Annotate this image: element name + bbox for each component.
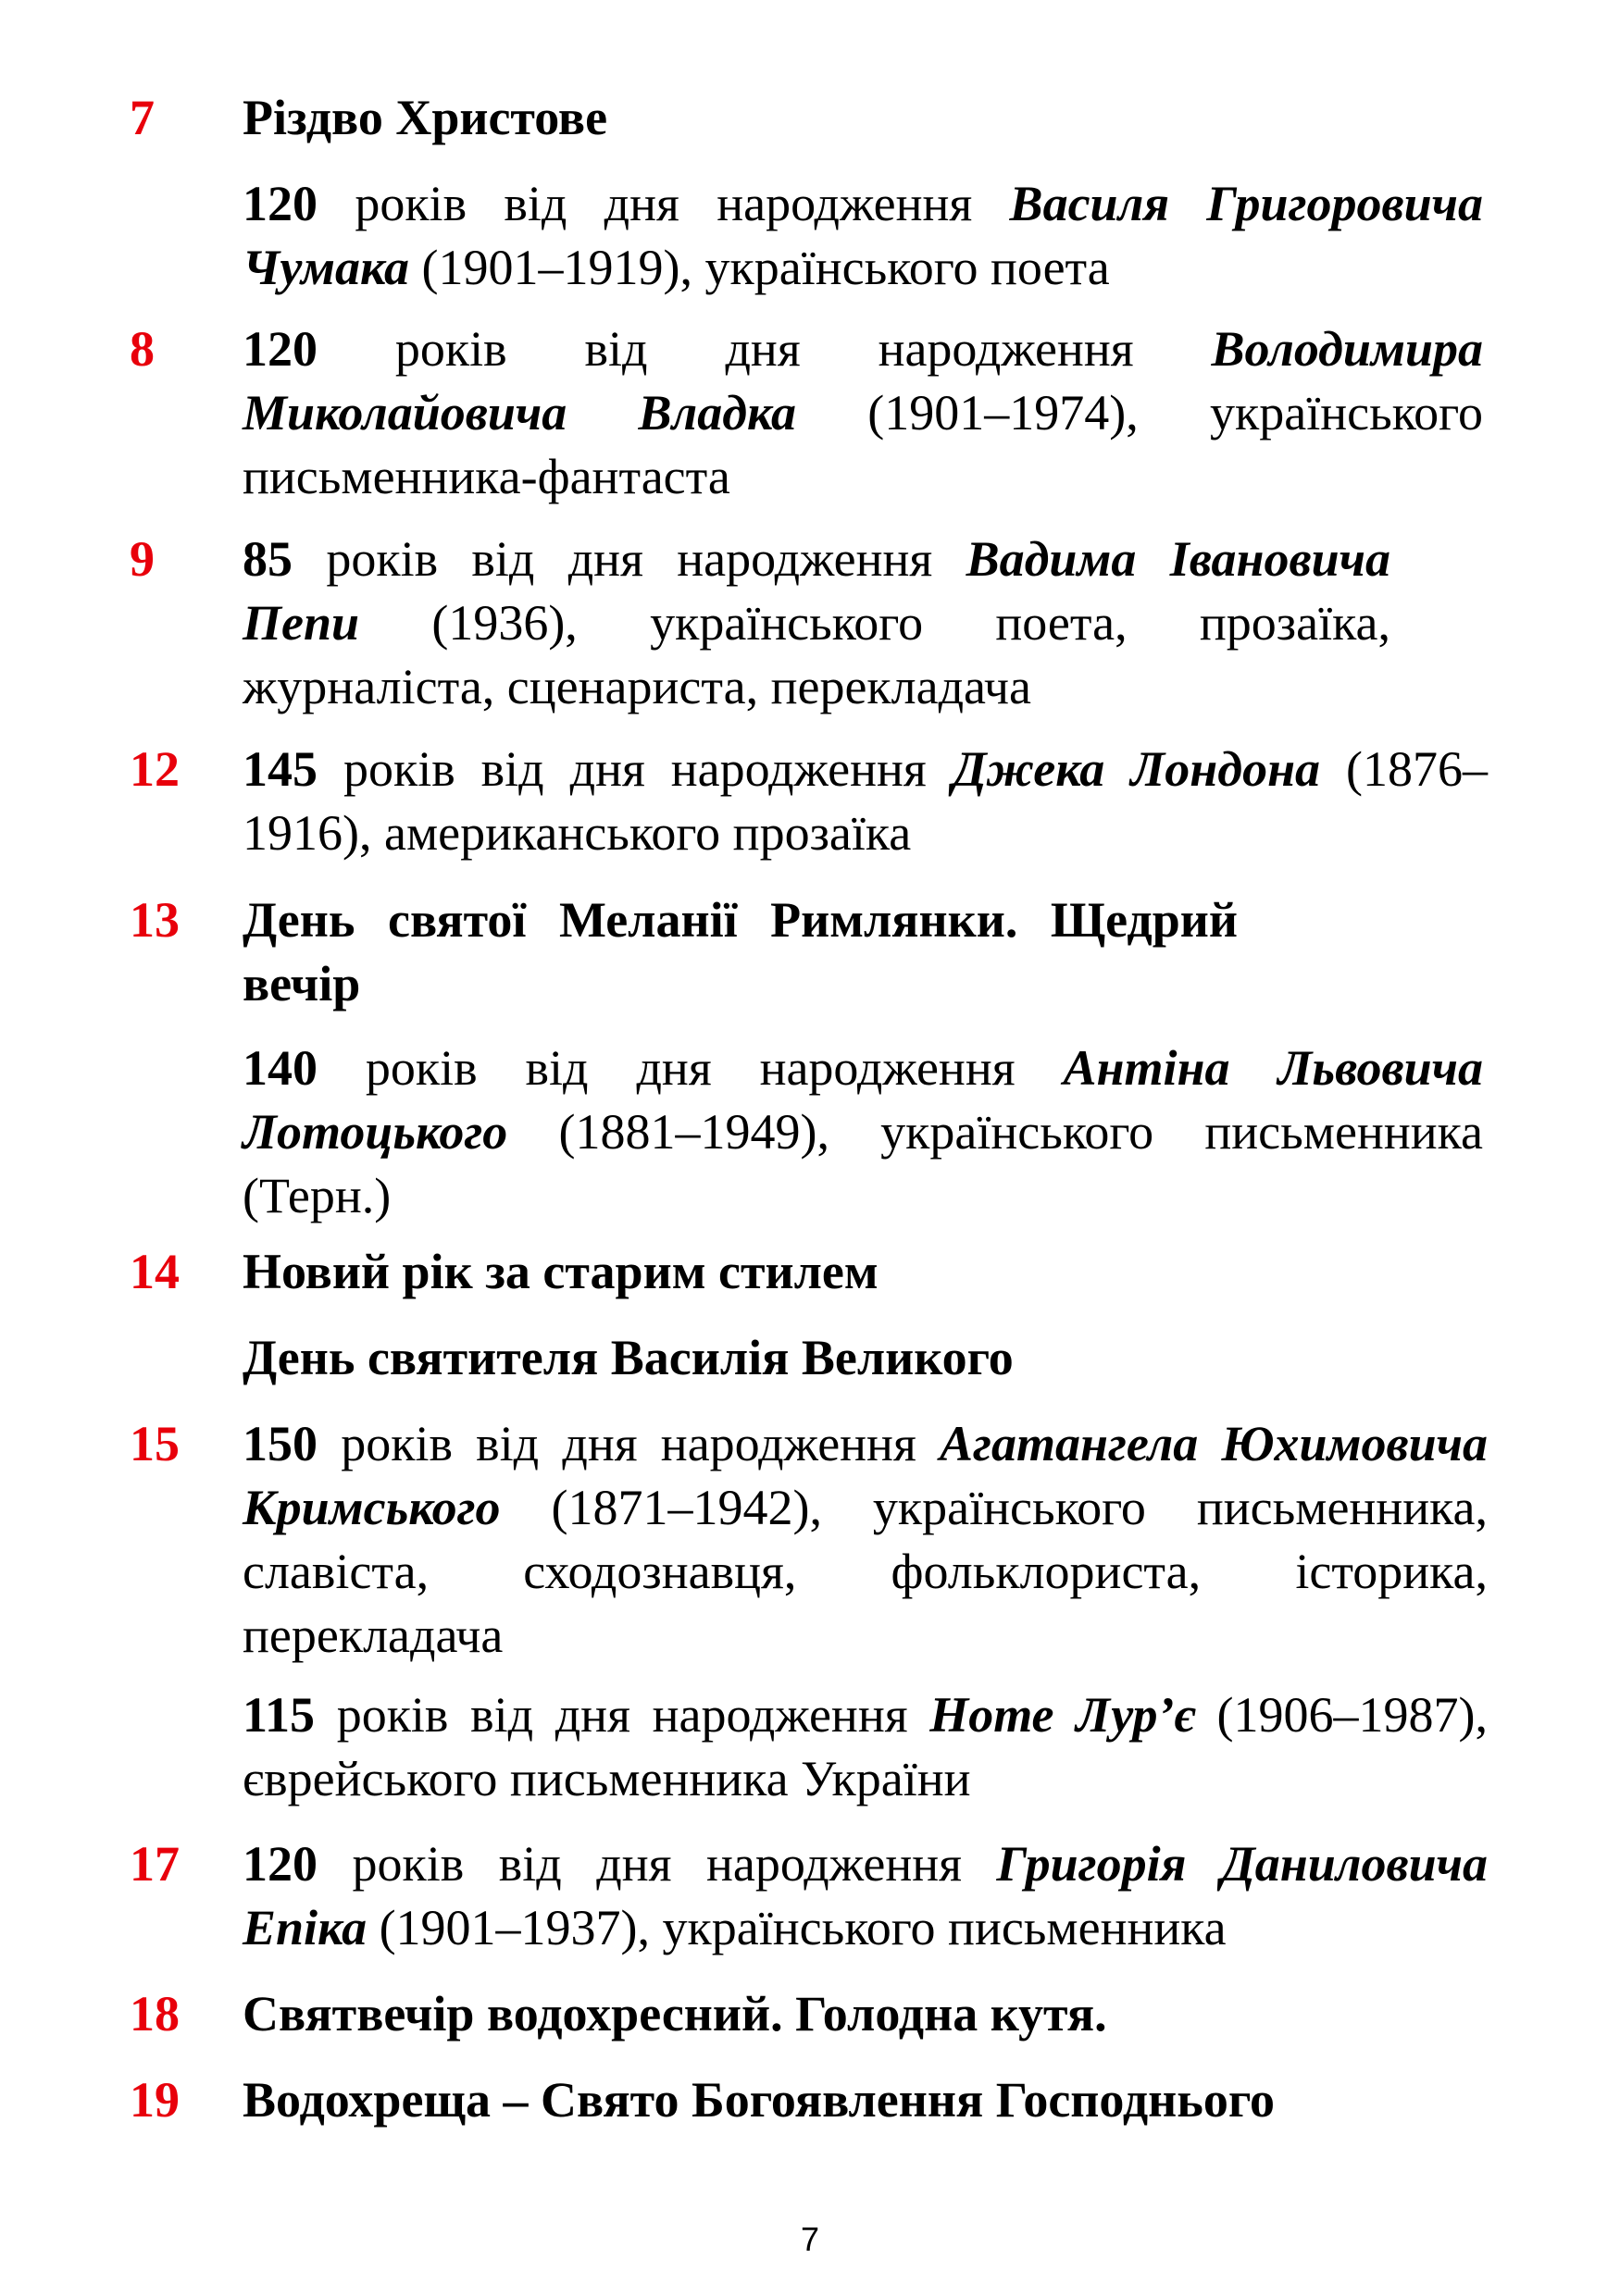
person-name: Вадима Івановича Пепи <box>243 531 1390 651</box>
day-number: 12 <box>130 741 180 797</box>
person-name: Антіна Львовича Лотоцького <box>243 1040 1484 1160</box>
event-title: Святвечір водохресний. Голодна кутя. <box>243 1986 1107 2042</box>
anniversary-paragraph <box>243 738 1488 865</box>
anniversary-years: 115 <box>243 1687 316 1743</box>
anniversary-years: 120 <box>243 321 318 377</box>
day-number: 8 <box>130 321 155 377</box>
anniversary-phrase: років від дня народження <box>318 1416 941 1471</box>
anniversary-paragraph <box>243 1412 1488 1668</box>
day-number: 15 <box>130 1416 180 1471</box>
day-number: 19 <box>130 2072 180 2128</box>
day-number: 9 <box>130 531 155 587</box>
anniversary-paragraph <box>243 1832 1488 1960</box>
person-name: Агатангела Юхимовича Кримського <box>243 1416 1488 1535</box>
anniversary-paragraph <box>243 527 1390 719</box>
person-name: Ноте Лур’є <box>929 1687 1195 1743</box>
person-description: (1901–1937), українського письменника <box>367 1900 1227 1955</box>
event-title: День святої Меланії Римлянки. Щедрий вечір <box>243 892 1238 1011</box>
anniversary-paragraph <box>243 172 1483 300</box>
day-number: 14 <box>130 1244 180 1299</box>
anniversary-phrase: років від дня народження <box>318 321 1212 377</box>
person-description: (1871–1942), українського письменника, славіста, сходознавця, фольклориста, історика, перекладача <box>243 1480 1488 1663</box>
person-name: Василя Григоровича Чумака <box>243 176 1484 295</box>
day-number: 13 <box>130 892 180 948</box>
event-title: Новий рік за старим стилем <box>243 1244 879 1299</box>
anniversary-phrase: років від дня народження <box>293 531 966 587</box>
event-title: Водохреща – Свято Богоявлення Господнього <box>243 2072 1276 2128</box>
person-name: Володимира Миколайовича Владка <box>243 321 1483 441</box>
anniversary-phrase: років від дня народження <box>318 176 1010 231</box>
person-description: (1936), українського поета, прозаїка, журналіста, сценариста, перекладача <box>243 595 1390 714</box>
anniversary-phrase: років від дня народження <box>318 1040 1064 1096</box>
anniversary-years: 145 <box>243 741 318 797</box>
anniversary-years: 120 <box>243 176 318 231</box>
anniversary-phrase: років від дня народження <box>315 1687 930 1743</box>
anniversary-years: 140 <box>243 1040 318 1096</box>
day-number: 18 <box>130 1986 180 2042</box>
page-number: 7 <box>800 2220 820 2258</box>
event-title: День святителя Василія Великого <box>243 1330 1014 1385</box>
person-name: Джека Лондона <box>952 741 1321 797</box>
anniversary-phrase: років від дня народження <box>318 741 953 797</box>
person-name: Григорія Даниловича Епіка <box>243 1836 1489 1955</box>
anniversary-years: 150 <box>243 1416 318 1471</box>
anniversary-paragraph <box>243 317 1483 509</box>
anniversary-phrase: років від дня народження <box>318 1836 997 1892</box>
event-title: Різдво Христове <box>243 90 608 145</box>
anniversary-paragraph <box>243 1036 1483 1228</box>
anniversary-years: 120 <box>243 1836 318 1892</box>
person-description: (1901–1919), українського поета <box>409 240 1110 295</box>
person-description: (1906–1987), єврейського письменника України <box>243 1687 1488 1806</box>
anniversary-paragraph <box>243 1683 1488 1811</box>
person-description: (1901–1974), українського письменника-фантаста <box>243 385 1483 504</box>
day-number: 7 <box>130 90 155 145</box>
person-description: (1881–1949), українського письменника (Терн.) <box>243 1104 1483 1223</box>
person-description: (1876–1916), американського прозаїка <box>243 741 1489 861</box>
day-number: 17 <box>130 1836 180 1892</box>
anniversary-years: 85 <box>243 531 293 587</box>
